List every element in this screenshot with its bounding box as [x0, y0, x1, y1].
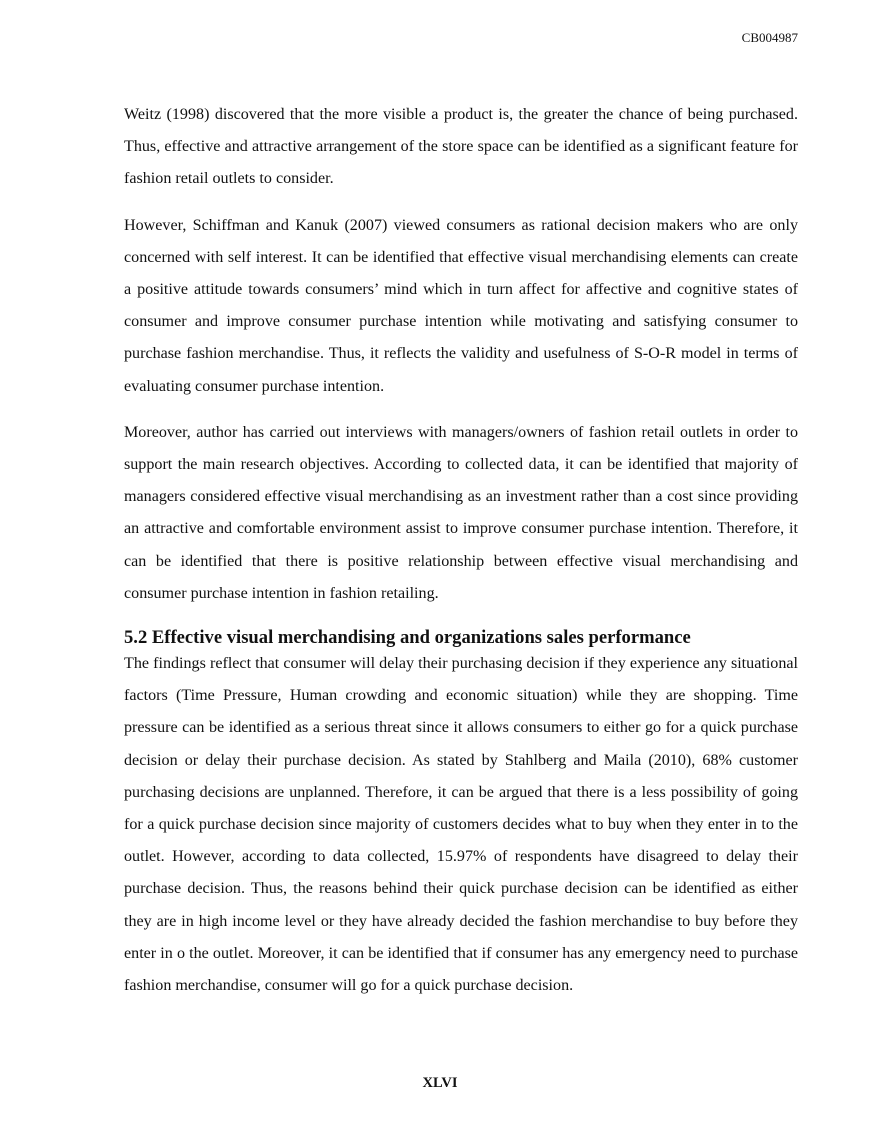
- paragraph-weitz: Weitz (1998) discovered that the more visible a product is, the greater the chance of being purchased. Thus, effective and attractive arrangement of the store space can be identified as a significant feature for fashion retail outlets to consider.: [124, 106, 798, 188]
- paragraph-findings: The findings reflect that consumer will delay their purchasing decision if they experience any situational factors (Time Pressure, Human crowding and economic situation) while they are shopping. Time pressure can be identified as a serious threat since it allows consumers to either go for a quick purchase decision or delay their purchase decision. As stated by Stahlberg and Maila (2010), 68% customer purchasing decisions are unplanned. Therefore, it can be argued that there is a less possibility of going for a quick purchase decision since majority of customers decides what to buy when they enter in to the outlet. However, according to data collected, 15.97% of respondents have disagreed to delay their purchase decision. Thus, the reasons behind their quick purchase decision can be identified as either they are in high income level or they have already decided the fashion merchandise to buy before they enter in o the outlet. Moreover, it can be identified that if consumer has any emergency need to purchase fashion merchandise, consumer will go for a quick purchase decision.: [124, 655, 798, 995]
- page-content: [124, 99, 798, 1016]
- section-heading: 5.2 Effective visual merchandising and organizations sales performance: [124, 627, 691, 649]
- paragraph-interviews: Moreover, author has carried out interviews with managers/owners of fashion retail outlets in order to support the main research objectives. According to collected data, it can be identified that majority of managers considered effective visual merchandising as an investment rather than a cost since providing an attractive and comfortable environment assist to improve consumer purchase intention. Therefore, it can be identified that there is positive relationship between effective visual merchandising and consumer purchase intention in fashion retailing.: [124, 423, 798, 602]
- paragraph-schiffman-kanuk: However, Schiffman and Kanuk (2007) viewed consumers as rational decision makers who are only concerned with self interest. It can be identified that effective visual merchandising elements can create a positive attitude towards consumers’ mind which in turn affect for affective and cognitive states of consumer and improve consumer purchase intention while motivating and satisfying consumer to purchase fashion merchandise. Thus, it reflects the validity and usefulness of S-O-R model in terms of evaluating consumer purchase intention.: [124, 216, 798, 395]
- page-number: XLVI: [422, 1075, 458, 1091]
- document-id: CB004987: [741, 30, 798, 45]
